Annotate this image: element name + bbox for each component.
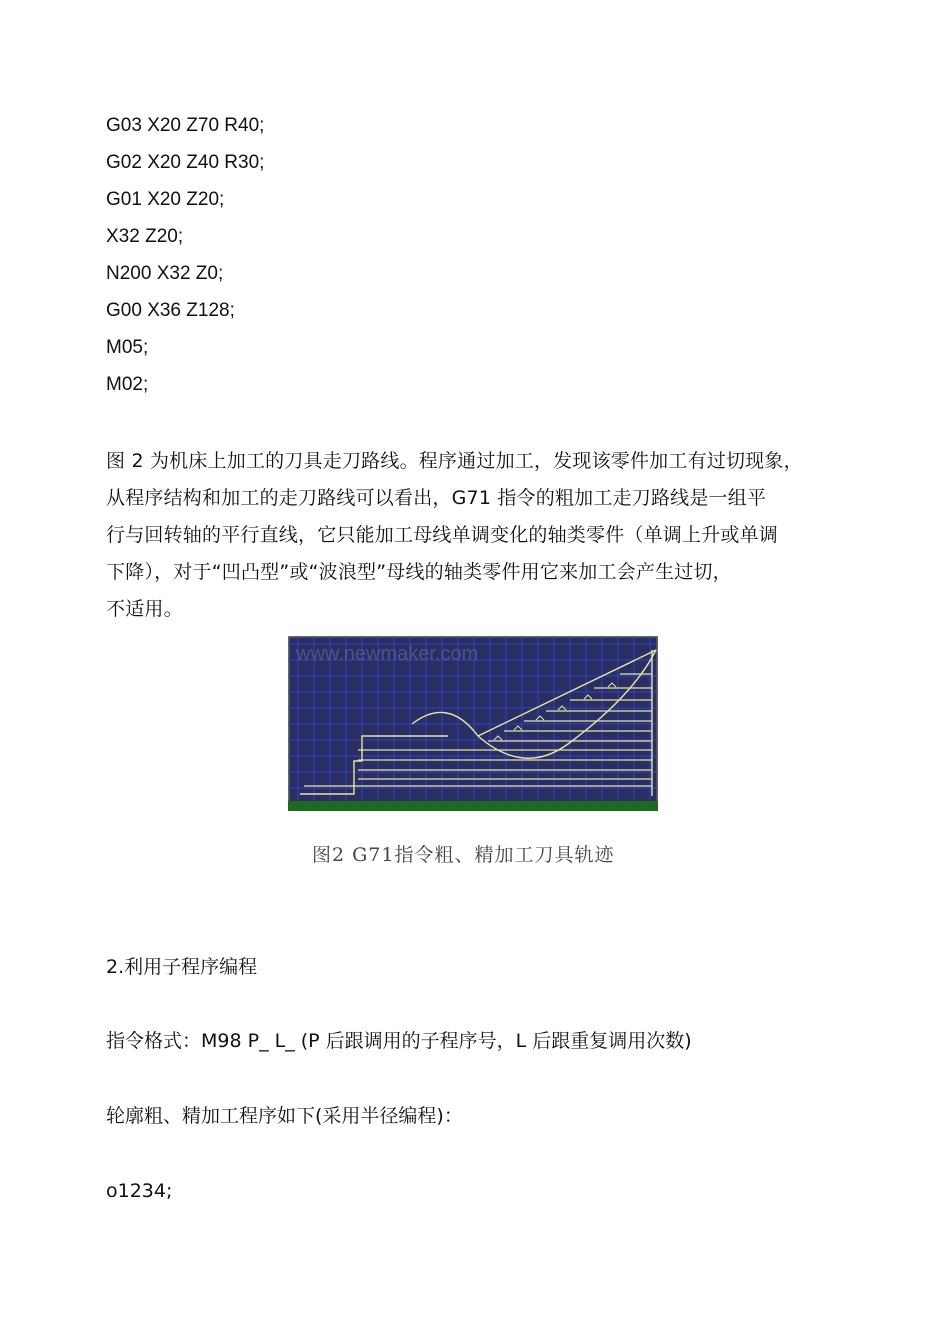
- program-name: o1234;: [106, 1180, 173, 1202]
- program-intro: 轮廓粗、精加工程序如下(采用半径编程)：: [106, 1105, 463, 1127]
- code-line: G00 X36 Z128;: [106, 300, 235, 321]
- watermark-text: www.newmaker.com: [296, 643, 479, 665]
- code-line: M05;: [106, 337, 149, 358]
- code-line: X32 Z20;: [106, 226, 184, 247]
- code-line: G03 X20 Z70 R40;: [106, 115, 265, 136]
- code-line: M02;: [106, 374, 149, 395]
- paragraph-line: 从程序结构和加工的走刀路线可以看出，G71 指令的粗加工走刀路线是一组平: [106, 487, 767, 509]
- tool-path-figure: [288, 636, 658, 811]
- code-line: G02 X20 Z40 R30;: [106, 152, 265, 173]
- section-title: 2.利用子程序编程: [106, 956, 258, 978]
- tool-path-image: [288, 636, 658, 811]
- code-line: N200 X32 Z0;: [106, 263, 224, 284]
- status-bar: [288, 801, 658, 811]
- paragraph-line: 图 2 为机床上加工的刀具走刀路线。程序通过加工，发现该零件加工有过切现象，: [106, 450, 803, 472]
- paragraph-line: 下降），对于“凹凸型”或“波浪型”母线的轴类零件用它来加工会产生过切，: [106, 561, 732, 583]
- paragraph-line: 不适用。: [106, 598, 183, 620]
- figure-caption: 图2 G71指令粗、精加工刀具轨迹: [312, 844, 615, 866]
- paragraph-line: 行与回转轴的平行直线，它只能加工母线单调变化的轴类零件（单调上升或单调: [106, 524, 779, 546]
- code-line: G01 X20 Z20;: [106, 189, 225, 210]
- command-format: 指令格式：M98 P_ L_ (P 后跟调用的子程序号，L 后跟重复调用次数): [106, 1030, 692, 1052]
